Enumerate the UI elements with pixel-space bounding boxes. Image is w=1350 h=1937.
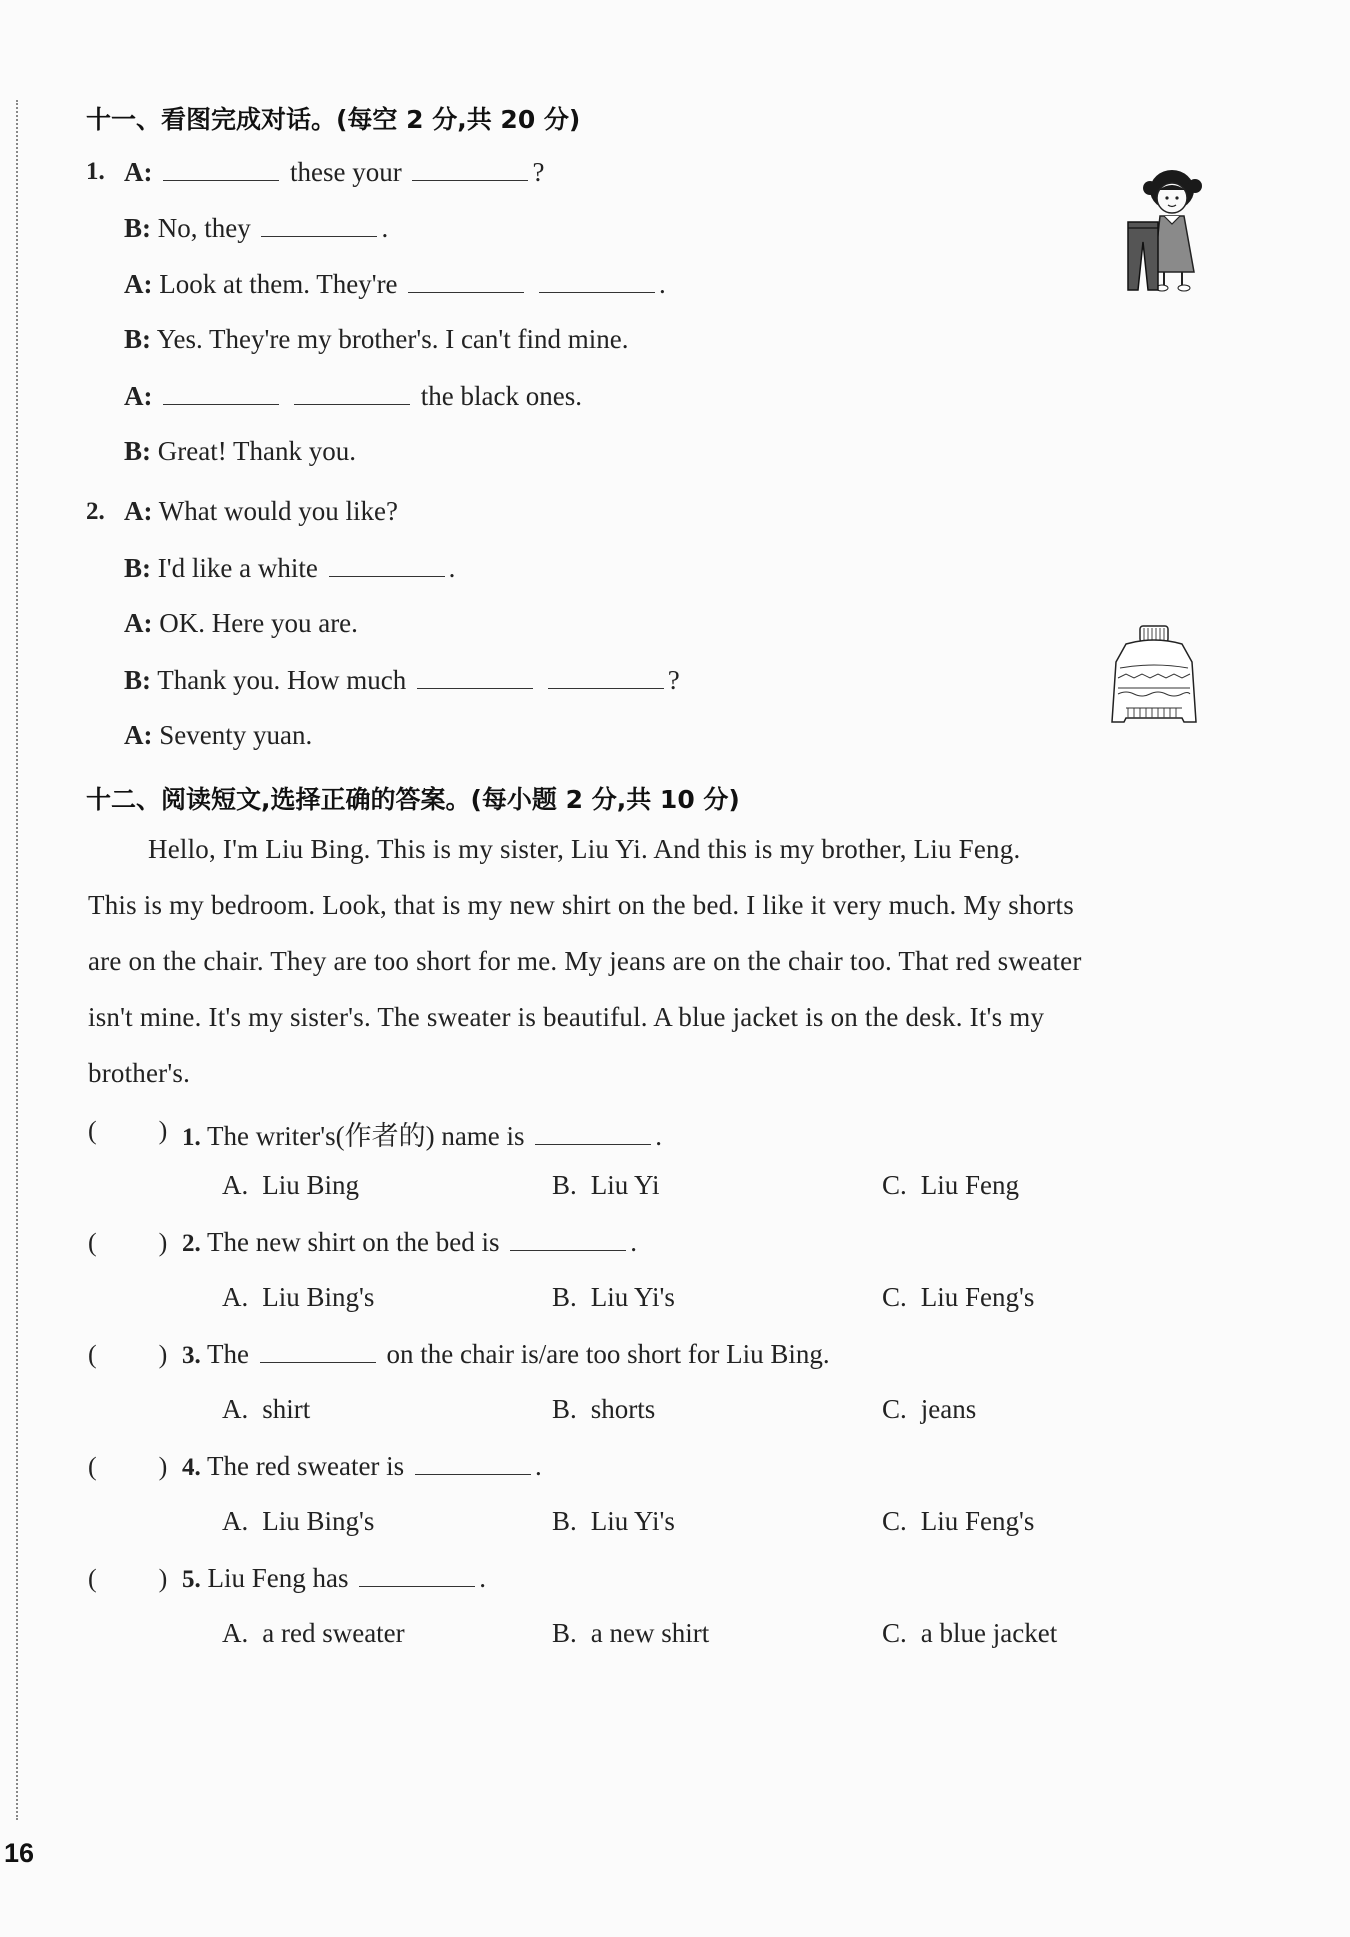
answer-blank[interactable] xyxy=(417,664,533,689)
mc-question-5-option-a[interactable]: A. a red sweater xyxy=(222,1618,405,1648)
question-1-number: 1. xyxy=(86,158,105,185)
mc-question-4-option-c[interactable]: C. Liu Feng's xyxy=(882,1506,1035,1536)
passage-line-1: Hello, I'm Liu Bing. This is my sister, Liu Yi. And this is my brother, Liu Feng. xyxy=(148,834,1021,864)
answer-blank[interactable] xyxy=(261,212,377,237)
answer-blank[interactable] xyxy=(510,1226,626,1251)
dialogue-1-line-1: A: these your ? xyxy=(124,157,545,187)
mc-question-1-option-b[interactable]: B. Liu Yi xyxy=(552,1170,660,1200)
mc-question-5-stem: 5. Liu Feng has . xyxy=(182,1563,486,1593)
dialogue-2-line-3: A: OK. Here you are. xyxy=(124,608,358,638)
mc-question-4-option-b[interactable]: B. Liu Yi's xyxy=(552,1506,675,1536)
mc-question-3-option-b[interactable]: B. shorts xyxy=(552,1394,656,1424)
answer-blank[interactable] xyxy=(163,380,279,405)
passage-line-2: This is my bedroom. Look, that is my new shirt on the bed. I like it very much. My shorts xyxy=(88,890,1074,920)
mc-question-5-option-b[interactable]: B. a new shirt xyxy=(552,1618,710,1648)
mc-question-2-option-c[interactable]: C. Liu Feng's xyxy=(882,1282,1035,1312)
answer-blank[interactable] xyxy=(412,156,528,181)
answer-blank[interactable] xyxy=(539,268,655,293)
binding-margin-line xyxy=(16,100,18,1820)
mc-question-4-stem: 4. The red sweater is . xyxy=(182,1451,542,1481)
mc-question-1-option-a[interactable]: A. Liu Bing xyxy=(222,1170,360,1200)
dialogue-1-line-4: B: Yes. They're my brother's. I can't find mine. xyxy=(124,324,629,354)
dialogue-2-line-4: B: Thank you. How much ? xyxy=(124,665,680,695)
mc-question-3-option-a[interactable]: A. shirt xyxy=(222,1394,311,1424)
dialogue-1-line-3: A: Look at them. They're . xyxy=(124,269,666,299)
passage-line-5: brother's. xyxy=(88,1058,191,1088)
mc-question-1-stem: 1. The writer's(作者的) name is . xyxy=(182,1121,663,1151)
answer-blank[interactable] xyxy=(329,552,445,577)
answer-blank[interactable] xyxy=(408,268,524,293)
answer-blank[interactable] xyxy=(294,380,410,405)
answer-bracket[interactable]: ( ) xyxy=(88,1116,168,1145)
girl-holding-trousers-illustration xyxy=(1122,162,1212,298)
section-11-heading: 十一、看图完成对话。(每空 2 分,共 20 分) xyxy=(86,105,581,134)
mc-question-2-option-b[interactable]: B. Liu Yi's xyxy=(552,1282,675,1312)
mc-question-3-stem: 3. The on the chair is/are too short for Liu Bing. xyxy=(182,1339,830,1369)
dialogue-2-line-2: B: I'd like a white . xyxy=(124,553,456,583)
mc-question-1-option-c[interactable]: C. Liu Feng xyxy=(882,1170,1020,1200)
answer-blank[interactable] xyxy=(359,1562,475,1587)
mc-question-3-option-c[interactable]: C. jeans xyxy=(882,1394,977,1424)
dialogue-2-line-5: A: Seventy yuan. xyxy=(124,720,313,750)
page-number: 16 xyxy=(4,1838,35,1868)
answer-bracket[interactable]: ( ) xyxy=(88,1564,168,1593)
answer-bracket[interactable]: ( ) xyxy=(88,1340,168,1369)
answer-blank[interactable] xyxy=(260,1338,376,1363)
passage-line-4: isn't mine. It's my sister's. The sweater is beautiful. A blue jacket is on the desk. It's my xyxy=(88,1002,1045,1032)
dialogue-1-line-6: B: Great! Thank you. xyxy=(124,436,356,466)
dialogue-1-line-5: A: the black ones. xyxy=(124,381,582,411)
question-2-number: 2. xyxy=(86,498,105,525)
dialogue-1-line-2: B: No, they . xyxy=(124,213,389,243)
section-12-heading: 十二、阅读短文,选择正确的答案。(每小题 2 分,共 10 分) xyxy=(86,785,740,814)
answer-blank[interactable] xyxy=(548,664,664,689)
passage-line-3: are on the chair. They are too short for me. My jeans are on the chair too. That red sweater xyxy=(88,946,1082,976)
answer-bracket[interactable]: ( ) xyxy=(88,1452,168,1481)
answer-bracket[interactable]: ( ) xyxy=(88,1228,168,1257)
mc-question-5-option-c[interactable]: C. a blue jacket xyxy=(882,1618,1058,1648)
mc-question-4-option-a[interactable]: A. Liu Bing's xyxy=(222,1506,375,1536)
mc-question-2-option-a[interactable]: A. Liu Bing's xyxy=(222,1282,375,1312)
answer-blank[interactable] xyxy=(415,1450,531,1475)
answer-blank[interactable] xyxy=(163,156,279,181)
mc-question-2-stem: 2. The new shirt on the bed is . xyxy=(182,1227,637,1257)
dialogue-2-line-1: A: What would you like? xyxy=(124,496,398,526)
sweater-illustration xyxy=(1106,622,1202,734)
answer-blank[interactable] xyxy=(535,1120,651,1145)
